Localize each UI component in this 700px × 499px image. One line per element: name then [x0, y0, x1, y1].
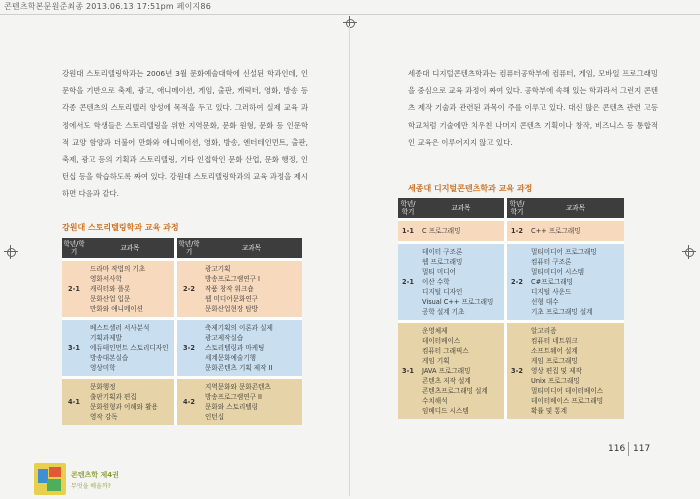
page-gutter	[349, 26, 350, 496]
course-item: Visual C++ 프로그래밍	[422, 298, 494, 306]
course-item: 컴퓨터 구조론	[531, 258, 572, 266]
course-item: 이산 수학	[422, 278, 450, 286]
page-number-divider	[628, 442, 629, 456]
right-table-title: 세종대 디지털콘텐츠학과 교육 과정	[408, 184, 533, 193]
course-list	[86, 379, 174, 425]
course-list	[418, 323, 504, 419]
course-item: 콘텐츠 저작 설계	[422, 377, 471, 385]
term-cell: 3-1	[62, 320, 86, 376]
course-item: 임베디드 시스템	[422, 407, 469, 415]
term-cell: 2-1	[62, 261, 86, 317]
term-cell: 1-2	[507, 221, 527, 241]
term-cell: 3-2	[177, 320, 201, 376]
page-number-left: 116	[608, 444, 626, 454]
series-subtitle: 무엇을 배울까?	[71, 483, 111, 490]
course-item: C 프로그래밍	[422, 227, 461, 235]
course-item: 멀티 미디어	[422, 268, 456, 276]
course-item: 영화서사학	[90, 275, 122, 283]
right-paragraph	[408, 65, 658, 151]
course-item: 데이터 구조론	[422, 248, 463, 256]
course-item: 스토리텔링과 마케팅	[205, 344, 265, 352]
term-cell: 2-1	[398, 244, 418, 320]
course-item: 캐릭터와 플롯	[90, 285, 131, 293]
course-item: 확률 및 통계	[531, 407, 568, 415]
left-paragraph	[62, 65, 308, 203]
course-item: 문화와 스토리텔링	[205, 403, 259, 411]
course-item: 작품 창작 워크숍	[205, 285, 254, 293]
page-number-right: 117	[633, 444, 651, 454]
table-row	[62, 379, 302, 425]
course-list	[527, 244, 624, 320]
course-item: C++ 프로그래밍	[531, 227, 581, 235]
course-item: Unix 프로그래밍	[531, 377, 580, 385]
header-course-a: 교과목	[86, 238, 174, 258]
course-list	[86, 261, 174, 317]
course-item: 만화와 애니메이션	[90, 305, 144, 313]
registration-mark-right	[682, 245, 696, 259]
header-term-b: 학년/학기	[507, 198, 527, 218]
header-term-a: 학년/학기	[63, 240, 85, 256]
header-term-a: 학년/학기	[398, 198, 418, 218]
course-item: 멀티미디어 시스템	[531, 268, 585, 276]
left-table-title: 강원대 스토리텔링학과 교육 과정	[62, 223, 179, 232]
course-item: 문화산업 입문	[90, 295, 131, 303]
course-item: C#프로그래밍	[531, 278, 573, 286]
course-item: 방송프로그램연구 I	[205, 275, 260, 283]
course-item: 베스트셀러 서사분석	[90, 324, 150, 332]
course-item: 콘텐츠프로그래밍 설계	[422, 387, 488, 395]
course-item: 데이터베이스 프로그래밍	[531, 397, 604, 405]
term-cell: 3-1	[398, 323, 418, 419]
course-list	[418, 221, 504, 241]
course-item: 세계문화예술기행	[205, 354, 256, 362]
course-item: 수치해석	[422, 397, 448, 405]
course-item: 영상미학	[90, 364, 116, 372]
table-row	[398, 323, 624, 419]
course-item: 방송프로그램연구 II	[205, 393, 262, 401]
course-list	[201, 261, 302, 317]
course-item: 문화행정	[90, 383, 116, 391]
course-item: 알고리즘	[531, 327, 557, 335]
top-rule	[0, 14, 700, 15]
course-item: 선형 대수	[531, 298, 559, 306]
course-item: 컴퓨터 네트워크	[531, 337, 578, 345]
course-item: 에듀테인먼트 스토리디자인	[90, 344, 169, 352]
print-slug: 콘텐츠학본문원준최종 2013.06.13 17:51pm 페이지86	[4, 2, 212, 11]
course-item: 멀티미디어 프로그래밍	[531, 248, 597, 256]
course-list	[418, 244, 504, 320]
course-item: 웹 프로그래밍	[422, 258, 463, 266]
course-item: 문화콘텐츠 기획 제작 II	[205, 364, 273, 372]
course-item: 웹 미디어문화연구	[205, 295, 259, 303]
course-item: 소프트웨어 설계	[531, 347, 578, 355]
course-item: 문화산업현장 탐방	[205, 305, 259, 313]
right-curriculum-table	[398, 198, 624, 419]
course-item: 운영체제	[422, 327, 448, 335]
course-item: 디지털 디자인	[422, 288, 463, 296]
book-series-logo	[34, 463, 66, 495]
table-row	[62, 320, 302, 376]
course-item: 광고제작실습	[205, 334, 244, 342]
term-cell: 3-2	[507, 323, 527, 419]
course-list	[527, 323, 624, 419]
header-course-b: 교과목	[201, 238, 302, 258]
course-item: 문화원형과 이해와 활용	[90, 403, 158, 411]
course-item: 멀티미디어 데이터베이스	[531, 387, 604, 395]
course-item: 광고기획	[205, 265, 231, 273]
course-item: 인턴십	[205, 413, 225, 421]
table-row	[398, 221, 624, 241]
course-item: 컴퓨터 그래픽스	[422, 347, 469, 355]
header-course-b: 교과목	[527, 198, 624, 218]
course-list	[527, 221, 624, 241]
term-cell: 4-2	[177, 379, 201, 425]
course-item: 기초 프로그래밍 설계	[531, 308, 593, 316]
course-item: 축제기획의 이론과 실제	[205, 324, 273, 332]
course-item: 지역문화와 문화콘텐츠	[205, 383, 271, 391]
course-item: 공학 설계 기초	[422, 308, 465, 316]
course-item: 드라마 작법의 기초	[90, 265, 146, 273]
course-list	[201, 379, 302, 425]
term-cell: 2-2	[177, 261, 201, 317]
course-item: 영상 편집 및 제작	[531, 367, 582, 375]
table-row	[62, 261, 302, 317]
course-item: 출판기획과 편집	[90, 393, 137, 401]
series-title: 콘텐츠학 제4권	[71, 471, 119, 479]
course-item: 게임 프로그래밍	[531, 357, 578, 365]
term-cell: 1-1	[398, 221, 418, 241]
course-item: JAVA 프로그래밍	[422, 367, 471, 375]
course-item: 데이터베이스	[422, 337, 461, 345]
course-item: 디지털 사운드	[531, 288, 572, 296]
registration-mark-top	[343, 16, 357, 30]
course-item: 기획과제발	[90, 334, 122, 342]
table-row	[398, 244, 624, 320]
header-term-b: 학년/학기	[178, 240, 200, 256]
course-item: 방송대본실습	[90, 354, 129, 362]
left-curriculum-table	[62, 238, 302, 425]
right-paragraph-text: 세종대 디지털콘텐츠학과는 컴퓨터공학부에 컴퓨터, 게임, 모바일 프로그래밍을 중심으로 교육 과정이 짜여 있다. 공학부에 속해 있는 학과라서 그런지 콘텐츠 제작 기술과 관련된 과목이 주를 이루고 있다. 대신 많은 콘텐츠 관련 고등학교처럼 기술에만 치우친 나머지 콘텐츠 기획이나 창작, 비즈니스 등 통합적인 교육은 이루어지지 않고 있다.	[408, 69, 658, 147]
course-item: 게임 기획	[422, 357, 450, 365]
course-list	[86, 320, 174, 376]
left-paragraph-text: 강원대 스토리텔링학과는 2006년 3월 문화예술대학에 신설된 학과인데, 인문학을 기반으로 축제, 광고, 애니메이션, 게임, 출판, 캐릭터, 영화, 방송 등 각종 콘텐츠의 스토리텔러 양성에 목적을 두고 있다. 그러하여 실제 교육 과정에서도 학생들은 스토리텔링을 위한 지역문화, 문화 원형, 문화 등 인문학적 교양 함양과 더불어 만화와 애니메이션, 영화, 방송, 엔터테인먼트, 출판, 축제, 광고 등의 기획과 스토리텔링, 기타 인접학인 문화 산업, 문화 행정, 인턴십 등을 학습하도록 짜여 있다. 강원대 스토리텔링학과의 교육 과정을 제시하면 다음과 같다.	[62, 69, 308, 199]
course-item: 영작 강독	[90, 413, 118, 421]
term-cell: 2-2	[507, 244, 527, 320]
header-course-a: 교과목	[418, 198, 504, 218]
term-cell: 4-1	[62, 379, 86, 425]
registration-mark-left	[4, 245, 18, 259]
course-list	[201, 320, 302, 376]
